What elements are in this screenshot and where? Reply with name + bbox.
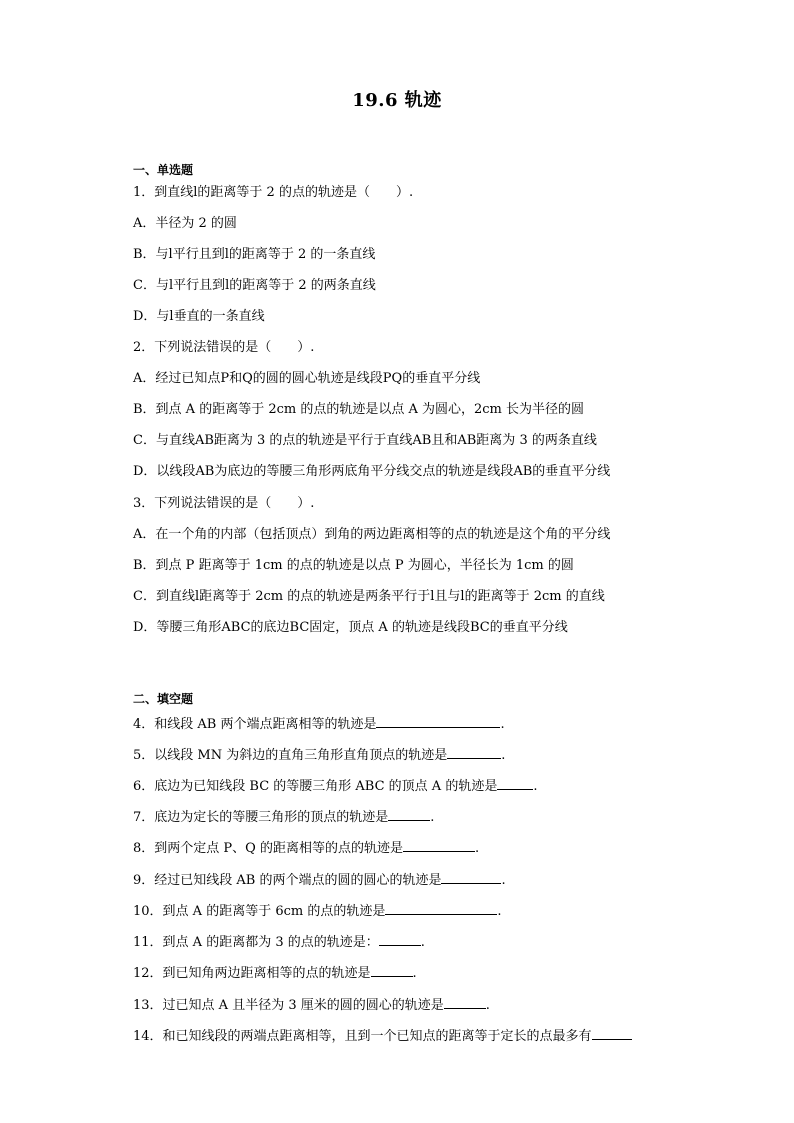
answer-blank[interactable] (403, 838, 475, 852)
question-12 (133, 963, 417, 983)
question-1-option-d: D．与l垂直的一条直线 (133, 309, 265, 324)
question-14 (133, 1026, 632, 1046)
question-4-end: . (500, 717, 505, 732)
question-10-text: 10．到点 A 的距离等于 6cm 的点的轨迹是 (133, 904, 386, 919)
section-heading-single-choice: 一、单选题 (133, 163, 194, 177)
question-2-option-c: C．与直线AB距离为 3 的点的轨迹是平行于直线AB且和AB距离为 3 的两条直线 (133, 433, 597, 448)
answer-blank[interactable] (497, 776, 533, 790)
answer-blank[interactable] (371, 963, 413, 977)
answer-blank[interactable] (376, 714, 500, 728)
question-2-stem: 2．下列说法错误的是（ ）. (133, 340, 315, 355)
question-7 (133, 807, 434, 827)
answer-blank[interactable] (444, 995, 486, 1009)
question-4 (133, 714, 505, 734)
question-9-end: . (501, 873, 506, 888)
question-13-end: . (485, 998, 490, 1013)
question-8-end: . (474, 841, 480, 856)
question-3-option-b: B．到点 P 距离等于 1cm 的点的轨迹是以点 P 为圆心，半径长为 1cm 的圆 (133, 558, 574, 573)
question-1-option-b: B．与l平行且到l的距离等于 2 的一条直线 (133, 247, 376, 262)
question-3-option-d: D．等腰三角形ABC的底边BC固定，顶点 A 的轨迹是线段BC的垂直平分线 (133, 620, 568, 635)
question-6-text: 6．底边为已知线段 BC 的等腰三角形 ABC 的顶点 A 的轨迹是 (133, 779, 498, 794)
question-2-option-d: D．以线段AB为底边的等腰三角形两底角平分线交点的轨迹是线段AB的垂直平分线 (133, 464, 611, 479)
question-5 (133, 745, 505, 765)
answer-blank[interactable] (388, 807, 430, 821)
question-12-end: . (412, 966, 417, 981)
question-11-end: . (420, 935, 425, 950)
answer-blank[interactable] (592, 1026, 632, 1040)
question-1-option-c: C．与l平行且到l的距离等于 2 的两条直线 (133, 278, 376, 293)
question-5-end: . (501, 748, 506, 763)
page-title: 19.6 轨迹 (352, 90, 442, 111)
question-6-end: . (533, 779, 538, 794)
question-1-stem: 1．到直线l的距离等于 2 的点的轨迹是（ ）. (133, 185, 414, 200)
answer-blank[interactable] (379, 932, 421, 946)
question-10 (133, 901, 501, 921)
question-3-option-c: C．到直线l距离等于 2cm 的点的轨迹是两条平行于l且与l的距离等于 2cm 的直线 (133, 589, 605, 604)
question-1-option-a: A．半径为 2 的圆 (133, 216, 237, 231)
question-7-text: 7．底边为定长的等腰三角形的顶点的轨迹是 (133, 810, 389, 825)
question-5-text: 5．以线段 MN 为斜边的直角三角形直角顶点的轨迹是 (133, 748, 448, 763)
question-11 (133, 932, 425, 952)
question-4-text: 4．和线段 AB 两个端点距离相等的轨迹是 (133, 717, 377, 732)
question-9 (133, 870, 506, 890)
answer-blank[interactable] (385, 901, 497, 915)
question-10-end: . (497, 904, 502, 919)
answer-blank[interactable] (447, 745, 501, 759)
question-3-stem: 3．下列说法错误的是（ ）. (133, 496, 315, 511)
question-13 (133, 995, 490, 1015)
section-heading-fill-blank: 二、填空题 (133, 692, 194, 706)
question-11-text: 11．到点 A 的距离都为 3 的点的轨迹是： (133, 935, 379, 950)
question-13-text: 13．过已知点 A 且半径为 3 厘米的圆的圆心的轨迹是 (133, 998, 444, 1013)
question-8-text: 8．到两个定点 P、Q 的距离相等的点的轨迹是 (133, 841, 403, 856)
answer-blank[interactable] (441, 870, 501, 884)
question-2-option-b: B．到点 A 的距离等于 2cm 的点的轨迹是以点 A 为圆心，2cm 长为半径的圆 (133, 402, 585, 417)
question-7-end: . (430, 810, 435, 825)
question-8 (133, 838, 479, 858)
question-12-text: 12．到已知角两边距离相等的点的轨迹是 (133, 966, 371, 981)
question-9-text: 9．经过已知线段 AB 的两个端点的圆的圆心的轨迹是 (133, 873, 442, 888)
question-6 (133, 776, 537, 796)
question-14-text: 14．和已知线段的两端点距离相等，且到一个已知点的距离等于定长的点最多有 (133, 1029, 592, 1044)
question-3-option-a: A．在一个角的内部（包括顶点）到角的两边距离相等的点的轨迹是这个角的平分线 (133, 527, 611, 542)
question-2-option-a: A．经过已知点P和Q的圆的圆心轨迹是线段PQ的垂直平分线 (133, 371, 481, 386)
